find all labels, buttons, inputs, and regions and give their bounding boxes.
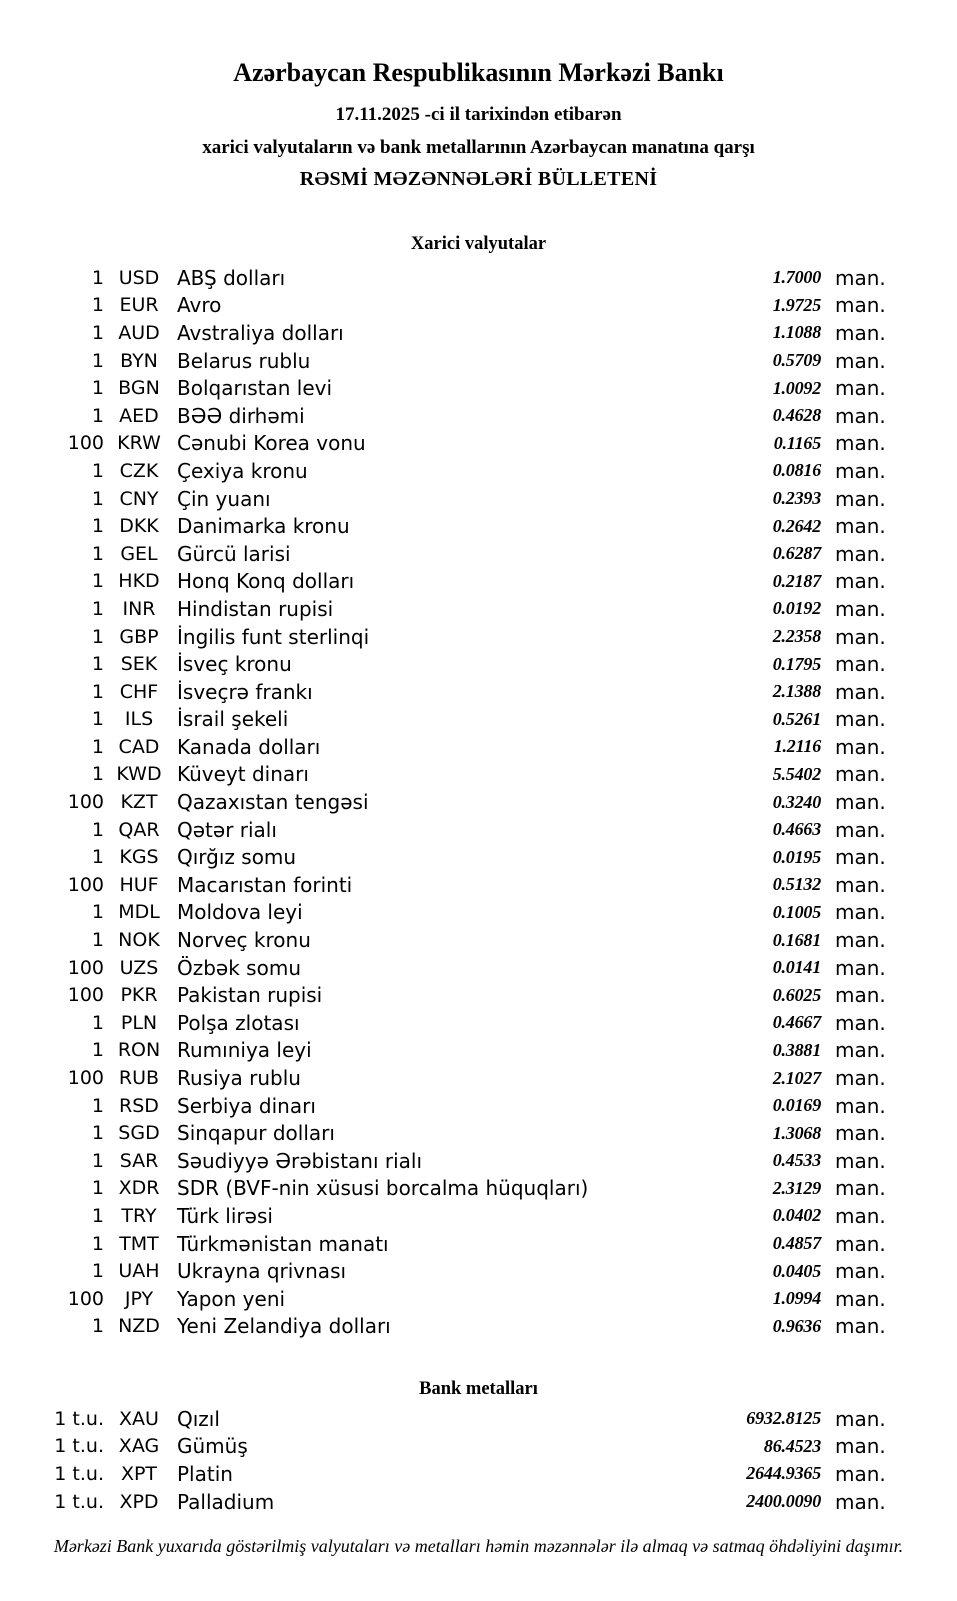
rate-row <box>0 347 884 375</box>
currency-code: XDR <box>118 1177 160 1200</box>
currency-name: Palladium <box>177 1489 275 1514</box>
rate-row <box>0 981 884 1009</box>
currency-code: RUB <box>118 1067 160 1090</box>
quantity-value: 1 <box>91 929 104 952</box>
currency-name: Honq Konq dolları <box>177 569 355 594</box>
quantity-value: 1 <box>91 901 104 924</box>
rate-row <box>0 374 884 402</box>
quantity-value: 1 <box>91 818 104 841</box>
currency-code: HUF <box>119 873 159 896</box>
currency-code: XPD <box>119 1490 159 1513</box>
manat-unit-label: man. <box>835 1203 886 1228</box>
rate-row <box>0 1064 884 1092</box>
bank-name-title: Azərbaycan Respublikasının Mərkəzi Bankı <box>233 58 724 87</box>
exchange-rate: 0.2393 <box>772 488 821 509</box>
exchange-rate: 1.2116 <box>773 736 821 757</box>
exchange-rate: 0.2187 <box>772 570 821 591</box>
currency-code: GBP <box>119 625 159 648</box>
currency-code: AUD <box>118 321 160 344</box>
quantity-value: 1 <box>91 1122 104 1145</box>
quantity-value: 1 <box>91 349 104 372</box>
manat-unit-label: man. <box>835 458 886 483</box>
rate-row <box>0 1175 884 1203</box>
rate-row <box>0 871 884 899</box>
quantity-value: 1 t.u. <box>54 1462 104 1485</box>
rate-row <box>0 1147 884 1175</box>
exchange-rate: 0.1795 <box>772 653 821 674</box>
exchange-rate: 1.9725 <box>772 294 821 315</box>
exchange-rate: 0.0405 <box>772 1260 821 1281</box>
rate-row <box>0 457 884 485</box>
rate-row <box>0 1257 884 1285</box>
manat-unit-label: man. <box>835 1010 886 1035</box>
quantity-value: 100 <box>67 791 104 814</box>
currency-name: Küveyt dinarı <box>177 762 309 787</box>
quantity-value: 1 t.u. <box>54 1407 104 1430</box>
currency-name: Avro <box>177 293 222 318</box>
manat-unit-label: man. <box>835 679 886 704</box>
quantity-value: 1 <box>91 542 104 565</box>
currency-code: NOK <box>118 929 160 952</box>
currency-code: PKR <box>120 984 158 1007</box>
manat-unit-label: man. <box>835 293 886 318</box>
exchange-rate: 0.1005 <box>772 901 821 922</box>
exchange-rate: 0.4628 <box>772 405 821 426</box>
manat-unit-label: man. <box>835 817 886 842</box>
manat-unit-label: man. <box>835 1066 886 1091</box>
manat-unit-label: man. <box>835 1259 886 1284</box>
rate-row <box>0 1202 884 1230</box>
currency-name: Türk lirəsi <box>177 1203 273 1228</box>
manat-unit-label: man. <box>835 1434 886 1459</box>
quantity-value: 100 <box>67 1287 104 1310</box>
exchange-rate: 0.3881 <box>772 1039 821 1060</box>
currency-name: Rumıniya leyi <box>177 1038 312 1063</box>
currency-code: TMT <box>119 1232 159 1255</box>
currency-name: Qırğız somu <box>177 845 297 870</box>
rate-row <box>0 1092 884 1120</box>
rate-row <box>0 816 884 844</box>
exchange-rate: 0.0141 <box>772 957 821 978</box>
rate-row <box>0 650 884 678</box>
quantity-value: 1 t.u. <box>54 1435 104 1458</box>
rate-row <box>0 319 884 347</box>
quantity-value: 1 <box>91 1315 104 1338</box>
rate-row <box>0 485 884 513</box>
quantity-value: 1 <box>91 1204 104 1227</box>
quantity-value: 1 <box>91 1260 104 1283</box>
currency-code: CHF <box>119 680 159 703</box>
currency-name: Gürcü larisi <box>177 541 291 566</box>
exchange-rate: 0.0169 <box>772 1095 821 1116</box>
currency-name: Danimarka kronu <box>177 514 350 539</box>
currency-name: Belarus rublu <box>177 348 311 373</box>
exchange-rate: 2.1388 <box>772 681 821 702</box>
quantity-value: 100 <box>67 873 104 896</box>
currency-name: Cənubi Korea vonu <box>177 431 366 456</box>
currency-name: Polşa zlotası <box>177 1010 300 1035</box>
rate-row <box>0 761 884 789</box>
currency-code: KWD <box>116 763 162 786</box>
manat-unit-label: man. <box>835 652 886 677</box>
currency-code: CAD <box>118 735 160 758</box>
currency-name: Çin yuanı <box>177 486 271 511</box>
exchange-rate: 0.4667 <box>772 1012 821 1033</box>
exchange-rate: 0.5261 <box>772 708 821 729</box>
rate-row <box>0 430 884 458</box>
currency-code: ILS <box>124 708 154 731</box>
currency-name: İsveçrə frankı <box>177 679 313 704</box>
quantity-value: 1 <box>91 1039 104 1062</box>
exchange-rate: 1.1088 <box>772 322 821 343</box>
rate-row <box>0 568 884 596</box>
currency-code: QAR <box>118 818 160 841</box>
exchange-rate: 0.0195 <box>772 846 821 867</box>
exchange-rate: 1.7000 <box>772 267 821 288</box>
exchange-rate: 0.0402 <box>772 1205 821 1226</box>
currency-code: USD <box>118 266 160 289</box>
currency-name: ABŞ dolları <box>177 265 286 290</box>
quantity-value: 1 <box>91 625 104 648</box>
manat-unit-label: man. <box>835 348 886 373</box>
manat-unit-label: man. <box>835 1148 886 1173</box>
manat-unit-label: man. <box>835 1286 886 1311</box>
exchange-rate: 0.5132 <box>772 874 821 895</box>
currency-code: EUR <box>119 294 159 317</box>
quantity-value: 1 <box>91 1232 104 1255</box>
currency-name: BƏƏ dirhəmi <box>177 403 305 428</box>
rate-row <box>0 402 884 430</box>
currency-code: SEK <box>120 653 158 676</box>
quantity-value: 1 <box>91 763 104 786</box>
quantity-value: 1 <box>91 377 104 400</box>
currency-name: Qətər rialı <box>177 817 277 842</box>
rate-row <box>0 843 884 871</box>
manat-unit-label: man. <box>835 403 886 428</box>
currency-code: TRY <box>121 1204 157 1227</box>
footer-obligation-note: Mərkəzi Bank yuxarıda göstərilmiş valyutaları və metalları həmin məzənnələr ilə almaq və satmaq öhdəliyini daşımır. <box>53 1536 904 1556</box>
rate-row <box>0 1313 884 1341</box>
manat-unit-label: man. <box>835 1461 886 1486</box>
currency-code: SAR <box>119 1149 159 1172</box>
manat-unit-label: man. <box>835 707 886 732</box>
currency-code: SGD <box>118 1122 160 1145</box>
exchange-rate: 6932.8125 <box>746 1408 821 1429</box>
rate-row <box>0 899 884 927</box>
quantity-value: 1 <box>91 1094 104 1117</box>
currency-code: JPY <box>124 1287 154 1310</box>
currency-code: KZT <box>120 791 158 814</box>
manat-unit-label: man. <box>835 734 886 759</box>
exchange-rate: 0.4533 <box>772 1150 821 1171</box>
currency-code: MDL <box>118 901 160 924</box>
quantity-value: 1 <box>91 321 104 344</box>
manat-unit-label: man. <box>835 265 886 290</box>
quantity-value: 1 t.u. <box>54 1490 104 1513</box>
quantity-value: 1 <box>91 846 104 869</box>
rate-row <box>0 1405 884 1433</box>
rate-row <box>0 788 884 816</box>
currency-code: BGN <box>118 377 160 400</box>
rate-row <box>0 1285 884 1313</box>
currency-name: Çexiya kronu <box>177 458 308 483</box>
manat-unit-label: man. <box>835 1038 886 1063</box>
quantity-value: 100 <box>67 956 104 979</box>
rate-row <box>0 678 884 706</box>
currency-code: CZK <box>119 459 159 482</box>
currency-name: Gümüş <box>177 1434 248 1459</box>
currency-code: XAU <box>119 1407 159 1430</box>
manat-unit-label: man. <box>835 376 886 401</box>
manat-unit-label: man. <box>835 596 886 621</box>
rate-row <box>0 1119 884 1147</box>
manat-unit-label: man. <box>835 955 886 980</box>
currency-name: Avstraliya dolları <box>177 320 344 345</box>
quantity-value: 1 <box>91 653 104 676</box>
currency-name: Hindistan rupisi <box>177 596 334 621</box>
manat-unit-label: man. <box>835 845 886 870</box>
manat-unit-label: man. <box>835 762 886 787</box>
quantity-value: 1 <box>91 266 104 289</box>
currency-code: XPT <box>120 1462 158 1485</box>
exchange-rate: 86.4523 <box>763 1435 821 1456</box>
currency-name: Özbək somu <box>177 955 301 980</box>
currency-name: Səudiyyə Ərəbistanı rialı <box>177 1148 423 1173</box>
currency-name: Platin <box>177 1461 233 1486</box>
quantity-value: 1 <box>91 294 104 317</box>
manat-unit-label: man. <box>835 624 886 649</box>
quantity-value: 1 <box>91 459 104 482</box>
quantity-value: 1 <box>91 597 104 620</box>
currency-name: Macarıstan forinti <box>177 872 353 897</box>
metals-section-title: Bank metalları <box>419 1379 538 1399</box>
manat-unit-label: man. <box>835 569 886 594</box>
manat-unit-label: man. <box>835 541 886 566</box>
currency-name: İsveç kronu <box>177 652 292 677</box>
subject-line: xarici valyutaların və bank metallarının Azərbaycan manatına qarşı <box>202 137 755 158</box>
manat-unit-label: man. <box>835 1093 886 1118</box>
manat-unit-label: man. <box>835 486 886 511</box>
exchange-rate: 5.5402 <box>772 763 821 784</box>
manat-unit-label: man. <box>835 872 886 897</box>
exchange-rate: 0.1681 <box>772 929 821 950</box>
currency-code: BYN <box>120 349 158 372</box>
effective-date-line: 17.11.2025 -ci il tarixindən etibarən <box>335 104 622 125</box>
currencies-table <box>0 264 884 1340</box>
exchange-rate: 0.2642 <box>772 515 821 536</box>
currency-code: HKD <box>118 570 160 593</box>
manat-unit-label: man. <box>835 1231 886 1256</box>
exchange-rate: 0.4857 <box>772 1233 821 1254</box>
exchange-rate: 0.5709 <box>772 350 821 371</box>
rate-row <box>0 1433 884 1461</box>
currency-code: RON <box>117 1039 161 1062</box>
exchange-rate: 2.3129 <box>772 1177 821 1198</box>
exchange-rate: 1.0994 <box>772 1288 821 1309</box>
quantity-value: 100 <box>67 984 104 1007</box>
exchange-rate: 0.0816 <box>772 460 821 481</box>
currency-code: XAG <box>118 1435 160 1458</box>
currency-code: KGS <box>119 846 159 869</box>
currency-code: CNY <box>119 487 159 510</box>
quantity-value: 1 <box>91 487 104 510</box>
currency-code: KRW <box>117 432 161 455</box>
bulletin-title: RƏSMİ MƏZƏNNƏLƏRİ BÜLLETENİ <box>299 168 658 190</box>
exchange-rate: 1.3068 <box>772 1122 821 1143</box>
exchange-rate: 2.1027 <box>772 1067 821 1088</box>
rate-row <box>0 264 884 292</box>
currency-name: Ukrayna qrivnası <box>177 1259 347 1284</box>
quantity-value: 100 <box>67 1067 104 1090</box>
rate-row <box>0 926 884 954</box>
currency-name: Rusiya rublu <box>177 1066 301 1091</box>
manat-unit-label: man. <box>835 1176 886 1201</box>
manat-unit-label: man. <box>835 790 886 815</box>
rate-row <box>0 1009 884 1037</box>
exchange-rate: 2644.9365 <box>746 1463 821 1484</box>
currency-code: UAH <box>118 1260 160 1283</box>
currency-name: İngilis funt sterlinqi <box>177 624 370 649</box>
quantity-value: 1 <box>91 570 104 593</box>
manat-unit-label: man. <box>835 431 886 456</box>
quantity-value: 100 <box>67 432 104 455</box>
currency-name: Türkmənistan manatı <box>177 1231 389 1256</box>
rate-row <box>0 1230 884 1258</box>
exchange-rate: 0.6287 <box>772 543 821 564</box>
currency-name: SDR (BVF-nin xüsusi borcalma hüquqları) <box>177 1176 589 1201</box>
currency-name: Pakistan rupisi <box>177 983 323 1008</box>
currency-name: Qazaxıstan tengəsi <box>177 790 369 815</box>
currency-name: Yapon yeni <box>177 1286 286 1311</box>
quantity-value: 1 <box>91 1011 104 1034</box>
currency-name: Moldova leyi <box>177 900 303 925</box>
exchange-rate: 0.3240 <box>772 791 821 812</box>
exchange-rate: 0.9636 <box>772 1315 821 1336</box>
rate-row <box>0 1488 884 1516</box>
manat-unit-label: man. <box>835 983 886 1008</box>
quantity-value: 1 <box>91 1149 104 1172</box>
rate-row <box>0 733 884 761</box>
quantity-value: 1 <box>91 515 104 538</box>
exchange-rate: 2.2358 <box>772 626 821 647</box>
exchange-rate: 0.1165 <box>773 432 821 453</box>
exchange-rate: 0.6025 <box>772 984 821 1005</box>
currency-name: Yeni Zelandiya dolları <box>177 1314 391 1339</box>
currency-code: NZD <box>118 1315 160 1338</box>
currency-name: Serbiya dinarı <box>177 1093 316 1118</box>
currency-code: DKK <box>119 515 159 538</box>
rate-row <box>0 512 884 540</box>
manat-unit-label: man. <box>835 1406 886 1431</box>
currency-code: PLN <box>120 1011 158 1034</box>
rate-row <box>0 1037 884 1065</box>
manat-unit-label: man. <box>835 900 886 925</box>
rate-row <box>0 595 884 623</box>
manat-unit-label: man. <box>835 320 886 345</box>
rate-row <box>0 706 884 734</box>
currency-code: GEL <box>120 542 158 565</box>
manat-unit-label: man. <box>835 1121 886 1146</box>
currency-name: Sinqapur dolları <box>177 1121 335 1146</box>
exchange-rate: 2400.0090 <box>746 1491 821 1512</box>
quantity-value: 1 <box>91 735 104 758</box>
rate-row <box>0 540 884 568</box>
rate-row <box>0 1460 884 1488</box>
currencies-section-title: Xarici valyutalar <box>410 234 547 254</box>
currency-code: INR <box>122 597 156 620</box>
rate-row <box>0 954 884 982</box>
exchange-rate: 0.4663 <box>772 819 821 840</box>
manat-unit-label: man. <box>835 1314 886 1339</box>
currency-name: Bolqarıstan levi <box>177 376 333 401</box>
exchange-rate: 1.0092 <box>772 377 821 398</box>
quantity-value: 1 <box>91 1177 104 1200</box>
currency-code: AED <box>119 404 159 427</box>
metals-table <box>0 1405 884 1515</box>
currency-name: Kanada dolları <box>177 734 321 759</box>
rate-row <box>0 623 884 651</box>
quantity-value: 1 <box>91 404 104 427</box>
currency-name: İsrail şekeli <box>177 707 289 732</box>
rate-row <box>0 292 884 320</box>
currency-name: Norveç kronu <box>177 928 311 953</box>
quantity-value: 1 <box>91 680 104 703</box>
manat-unit-label: man. <box>835 1489 886 1514</box>
manat-unit-label: man. <box>835 928 886 953</box>
manat-unit-label: man. <box>835 514 886 539</box>
exchange-rate: 0.0192 <box>772 598 821 619</box>
currency-code: UZS <box>119 956 159 979</box>
currency-name: Qızıl <box>177 1406 220 1431</box>
quantity-value: 1 <box>91 708 104 731</box>
currency-code: RSD <box>119 1094 159 1117</box>
